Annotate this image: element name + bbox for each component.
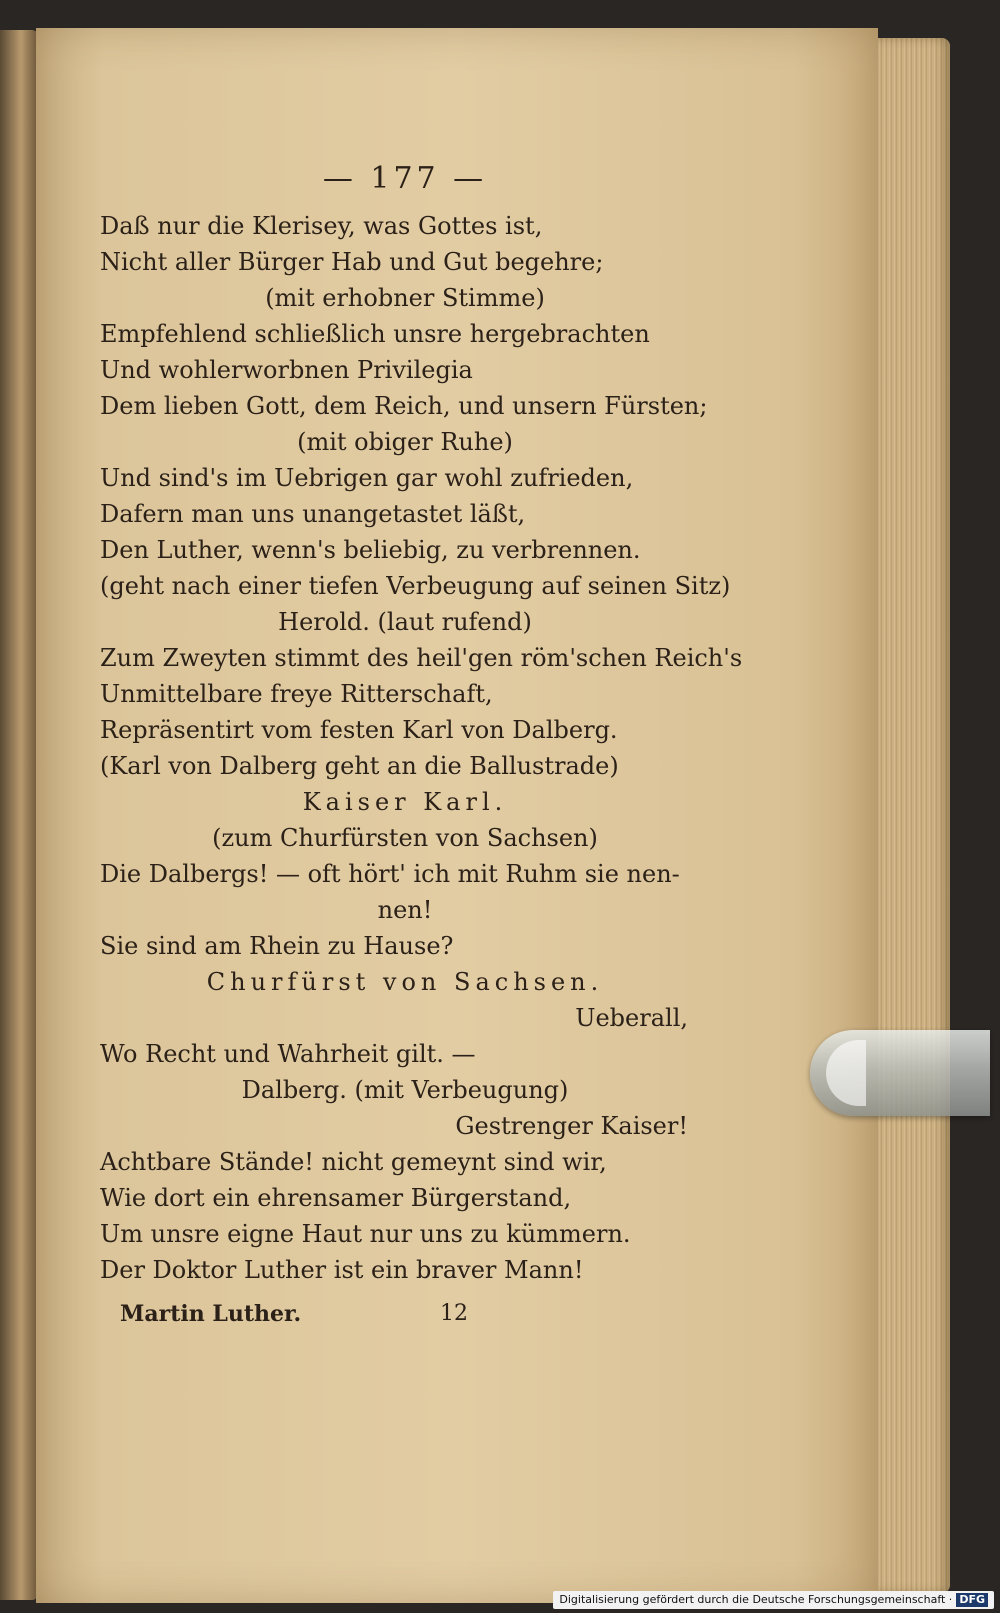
text-line: Sie sind am Rhein zu Hause?	[100, 932, 454, 960]
text-line: Dem lieben Gott, dem Reich, und unsern Fürsten;	[100, 392, 708, 420]
page-text	[100, 150, 743, 1336]
text-line: nen!	[377, 896, 433, 924]
text-line: (mit erhobner Stimme)	[265, 284, 545, 312]
text-line: (geht nach einer tiefen Verbeugung auf seinen Sitz)	[100, 572, 731, 600]
text-line: Nicht aller Bürger Hab und Gut begehre;	[100, 248, 604, 276]
text-line: (mit obiger Ruhe)	[297, 428, 513, 456]
text-line: Der Doktor Luther ist ein braver Mann!	[100, 1256, 584, 1284]
text-line: Daß nur die Klerisey, was Gottes ist,	[100, 212, 543, 240]
text-line: Wo Recht und Wahrheit gilt. —	[100, 1040, 476, 1068]
text-line: Kaiser Karl.	[302, 788, 508, 816]
text-line: Unmittelbare freye Ritterschaft,	[100, 680, 493, 708]
previous-page-edge	[0, 30, 38, 1600]
text-line: Gestrenger Kaiser!	[455, 1112, 688, 1140]
dfg-logo: DFG	[956, 1593, 988, 1607]
text-line: Achtbare Stände! nicht gemeynt sind wir,	[100, 1148, 607, 1176]
text-line: Den Luther, wenn's beliebig, zu verbrennen.	[100, 536, 641, 564]
text-line: Und sind's im Uebrigen gar wohl zufrieden,	[100, 464, 634, 492]
text-line: Und wohlerworbnen Privilegia	[100, 356, 473, 384]
text-line: (zum Churfürsten von Sachsen)	[212, 824, 598, 852]
page-footer	[100, 1292, 710, 1336]
signature-number: 12	[440, 1301, 468, 1326]
signature-mark: Martin Luther.	[120, 1301, 302, 1327]
text-line: Um unsre eigne Haut nur uns zu kümmern.	[100, 1220, 631, 1248]
page-block-edges	[878, 38, 950, 1593]
digitization-credit	[553, 1591, 994, 1609]
text-line: Die Dalbergs! — oft hört' ich mit Ruhm sie nen-	[100, 860, 680, 888]
text-line: Empfehlend schließlich unsre hergebrachten	[100, 320, 650, 348]
text-line: Herold. (laut rufend)	[278, 608, 532, 636]
credit-text: Digitalisierung gefördert durch die Deutsche Forschungsgemeinschaft ·	[559, 1593, 953, 1606]
text-line: Ueberall,	[575, 1004, 688, 1032]
text-line: Repräsentirt vom festen Karl von Dalberg.	[100, 716, 618, 744]
text-line: Dalberg. (mit Verbeugung)	[241, 1076, 569, 1104]
text-line: Dafern man uns unangetastet läßt,	[100, 500, 526, 528]
text-line: Churfürst von Sachsen.	[206, 968, 604, 996]
text-line: (Karl von Dalberg geht an die Ballustrade)	[100, 752, 619, 780]
page-header: — 177 —	[322, 161, 488, 196]
text-lines	[100, 208, 743, 1288]
text-line: Wie dort ein ehrensamer Bürgerstand,	[100, 1184, 572, 1212]
text-line: Zum Zweyten stimmt des heil'gen röm'schen Reich's	[100, 644, 743, 672]
